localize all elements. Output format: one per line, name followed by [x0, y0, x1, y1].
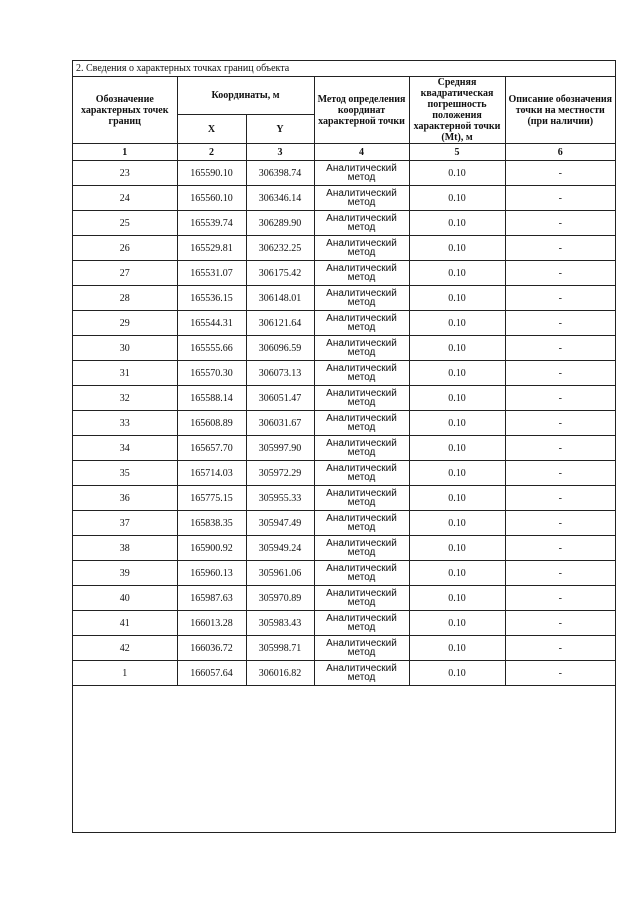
description-cell: - [505, 311, 615, 336]
coord-y-cell: 306346.14 [246, 186, 314, 211]
table-row [73, 586, 615, 611]
method-cell: Аналитический метод [314, 361, 409, 386]
point-id-cell: 27 [73, 261, 177, 286]
point-id-cell: 40 [73, 586, 177, 611]
method-cell: Аналитический метод [314, 261, 409, 286]
method-cell: Аналитический метод [314, 286, 409, 311]
table-row [73, 161, 615, 186]
description-cell: - [505, 511, 615, 536]
accuracy-cell: 0.10 [409, 511, 505, 536]
method-cell: Аналитический метод [314, 536, 409, 561]
point-id-cell: 42 [73, 636, 177, 661]
description-cell: - [505, 636, 615, 661]
accuracy-cell: 0.10 [409, 236, 505, 261]
coord-y-cell: 306121.64 [246, 311, 314, 336]
table-row [73, 361, 615, 386]
col-number: 2 [177, 144, 246, 161]
table-row [73, 411, 615, 436]
table-row [73, 536, 615, 561]
coord-y-cell: 306232.25 [246, 236, 314, 261]
col-number: 6 [505, 144, 615, 161]
point-id-cell: 1 [73, 661, 177, 686]
coord-x-cell: 165560.10 [177, 186, 246, 211]
table-row [73, 486, 615, 511]
method-cell: Аналитический метод [314, 436, 409, 461]
table-row [73, 661, 615, 686]
method-cell: Аналитический метод [314, 386, 409, 411]
description-cell: - [505, 361, 615, 386]
point-id-cell: 41 [73, 611, 177, 636]
accuracy-cell: 0.10 [409, 561, 505, 586]
accuracy-cell: 0.10 [409, 336, 505, 361]
coord-y-cell: 306051.47 [246, 386, 314, 411]
coord-y-cell: 306016.82 [246, 661, 314, 686]
description-cell: - [505, 336, 615, 361]
point-id-cell: 24 [73, 186, 177, 211]
coord-x-cell: 166036.72 [177, 636, 246, 661]
point-id-cell: 26 [73, 236, 177, 261]
coord-y-cell: 306096.59 [246, 336, 314, 361]
method-cell: Аналитический метод [314, 561, 409, 586]
accuracy-cell: 0.10 [409, 411, 505, 436]
header-accuracy: Средняя квадратическая погрешность положения характерной точки (Mt), м [409, 77, 505, 144]
accuracy-cell: 0.10 [409, 436, 505, 461]
col-number: 5 [409, 144, 505, 161]
description-cell: - [505, 261, 615, 286]
table-row [73, 236, 615, 261]
description-cell: - [505, 186, 615, 211]
coord-y-cell: 306031.67 [246, 411, 314, 436]
coord-x-cell: 165838.35 [177, 511, 246, 536]
point-id-cell: 36 [73, 486, 177, 511]
coord-y-cell: 306398.74 [246, 161, 314, 186]
point-id-cell: 23 [73, 161, 177, 186]
table-row [73, 436, 615, 461]
method-cell: Аналитический метод [314, 411, 409, 436]
method-cell: Аналитический метод [314, 236, 409, 261]
coord-y-cell: 306148.01 [246, 286, 314, 311]
coord-y-cell: 305970.89 [246, 586, 314, 611]
method-cell: Аналитический метод [314, 611, 409, 636]
boundary-points-table [73, 77, 615, 686]
coord-x-cell: 165539.74 [177, 211, 246, 236]
method-cell: Аналитический метод [314, 336, 409, 361]
coord-x-cell: 165531.07 [177, 261, 246, 286]
description-cell: - [505, 411, 615, 436]
description-cell: - [505, 586, 615, 611]
table-row [73, 636, 615, 661]
method-cell: Аналитический метод [314, 636, 409, 661]
description-cell: - [505, 211, 615, 236]
coord-x-cell: 165529.81 [177, 236, 246, 261]
accuracy-cell: 0.10 [409, 661, 505, 686]
point-id-cell: 25 [73, 211, 177, 236]
method-cell: Аналитический метод [314, 211, 409, 236]
description-cell: - [505, 236, 615, 261]
point-id-cell: 37 [73, 511, 177, 536]
coord-x-cell: 166013.28 [177, 611, 246, 636]
method-cell: Аналитический метод [314, 161, 409, 186]
coord-x-cell: 165570.30 [177, 361, 246, 386]
section-title: 2. Сведения о характерных точках границ объекта [73, 61, 615, 77]
col-number: 1 [73, 144, 177, 161]
point-id-cell: 39 [73, 561, 177, 586]
method-cell: Аналитический метод [314, 461, 409, 486]
accuracy-cell: 0.10 [409, 361, 505, 386]
accuracy-cell: 0.10 [409, 386, 505, 411]
coord-y-cell: 306073.13 [246, 361, 314, 386]
coord-y-cell: 305961.06 [246, 561, 314, 586]
description-cell: - [505, 436, 615, 461]
col-number: 4 [314, 144, 409, 161]
accuracy-cell: 0.10 [409, 311, 505, 336]
table-row [73, 336, 615, 361]
coord-y-cell: 305997.90 [246, 436, 314, 461]
header-description: Описание обозначения точки на местности (при наличии) [505, 77, 615, 144]
coord-x-cell: 165900.92 [177, 536, 246, 561]
coord-x-cell: 165590.10 [177, 161, 246, 186]
accuracy-cell: 0.10 [409, 636, 505, 661]
coord-x-cell: 165588.14 [177, 386, 246, 411]
coord-y-cell: 305947.49 [246, 511, 314, 536]
accuracy-cell: 0.10 [409, 461, 505, 486]
col-number: 3 [246, 144, 314, 161]
point-id-cell: 29 [73, 311, 177, 336]
description-cell: - [505, 386, 615, 411]
table-row [73, 311, 615, 336]
coord-y-cell: 306289.90 [246, 211, 314, 236]
coord-x-cell: 165657.70 [177, 436, 246, 461]
coord-y-cell: 305972.29 [246, 461, 314, 486]
point-id-cell: 31 [73, 361, 177, 386]
point-id-cell: 38 [73, 536, 177, 561]
table-row [73, 561, 615, 586]
table-row [73, 461, 615, 486]
method-cell: Аналитический метод [314, 661, 409, 686]
point-id-cell: 32 [73, 386, 177, 411]
table-row [73, 511, 615, 536]
coord-x-cell: 165775.15 [177, 486, 246, 511]
coord-x-cell: 165536.15 [177, 286, 246, 311]
point-id-cell: 34 [73, 436, 177, 461]
document-frame [72, 60, 616, 833]
table-row [73, 286, 615, 311]
coord-x-cell: 165714.03 [177, 461, 246, 486]
description-cell: - [505, 561, 615, 586]
header-method: Метод определения координат характерной точки [314, 77, 409, 144]
method-cell: Аналитический метод [314, 186, 409, 211]
method-cell: Аналитический метод [314, 586, 409, 611]
coord-y-cell: 305998.71 [246, 636, 314, 661]
table-row [73, 211, 615, 236]
accuracy-cell: 0.10 [409, 286, 505, 311]
accuracy-cell: 0.10 [409, 586, 505, 611]
accuracy-cell: 0.10 [409, 486, 505, 511]
accuracy-cell: 0.10 [409, 536, 505, 561]
coord-y-cell: 306175.42 [246, 261, 314, 286]
header-x: X [177, 115, 246, 144]
table-row [73, 611, 615, 636]
accuracy-cell: 0.10 [409, 611, 505, 636]
coord-x-cell: 165960.13 [177, 561, 246, 586]
description-cell: - [505, 611, 615, 636]
point-id-cell: 28 [73, 286, 177, 311]
description-cell: - [505, 461, 615, 486]
coord-y-cell: 305955.33 [246, 486, 314, 511]
coord-y-cell: 305983.43 [246, 611, 314, 636]
accuracy-cell: 0.10 [409, 211, 505, 236]
table-row [73, 386, 615, 411]
header-point: Обозначение характерных точек границ [73, 77, 177, 144]
header-coordinates: Координаты, м [177, 77, 314, 115]
method-cell: Аналитический метод [314, 486, 409, 511]
description-cell: - [505, 536, 615, 561]
accuracy-cell: 0.10 [409, 261, 505, 286]
table-row [73, 186, 615, 211]
accuracy-cell: 0.10 [409, 186, 505, 211]
point-id-cell: 30 [73, 336, 177, 361]
method-cell: Аналитический метод [314, 311, 409, 336]
description-cell: - [505, 486, 615, 511]
point-id-cell: 35 [73, 461, 177, 486]
coord-x-cell: 165608.89 [177, 411, 246, 436]
accuracy-cell: 0.10 [409, 161, 505, 186]
coord-x-cell: 165544.31 [177, 311, 246, 336]
coord-y-cell: 305949.24 [246, 536, 314, 561]
table-row [73, 261, 615, 286]
coord-x-cell: 165987.63 [177, 586, 246, 611]
point-id-cell: 33 [73, 411, 177, 436]
description-cell: - [505, 286, 615, 311]
method-cell: Аналитический метод [314, 511, 409, 536]
coord-x-cell: 166057.64 [177, 661, 246, 686]
description-cell: - [505, 661, 615, 686]
header-y: Y [246, 115, 314, 144]
description-cell: - [505, 161, 615, 186]
coord-x-cell: 165555.66 [177, 336, 246, 361]
